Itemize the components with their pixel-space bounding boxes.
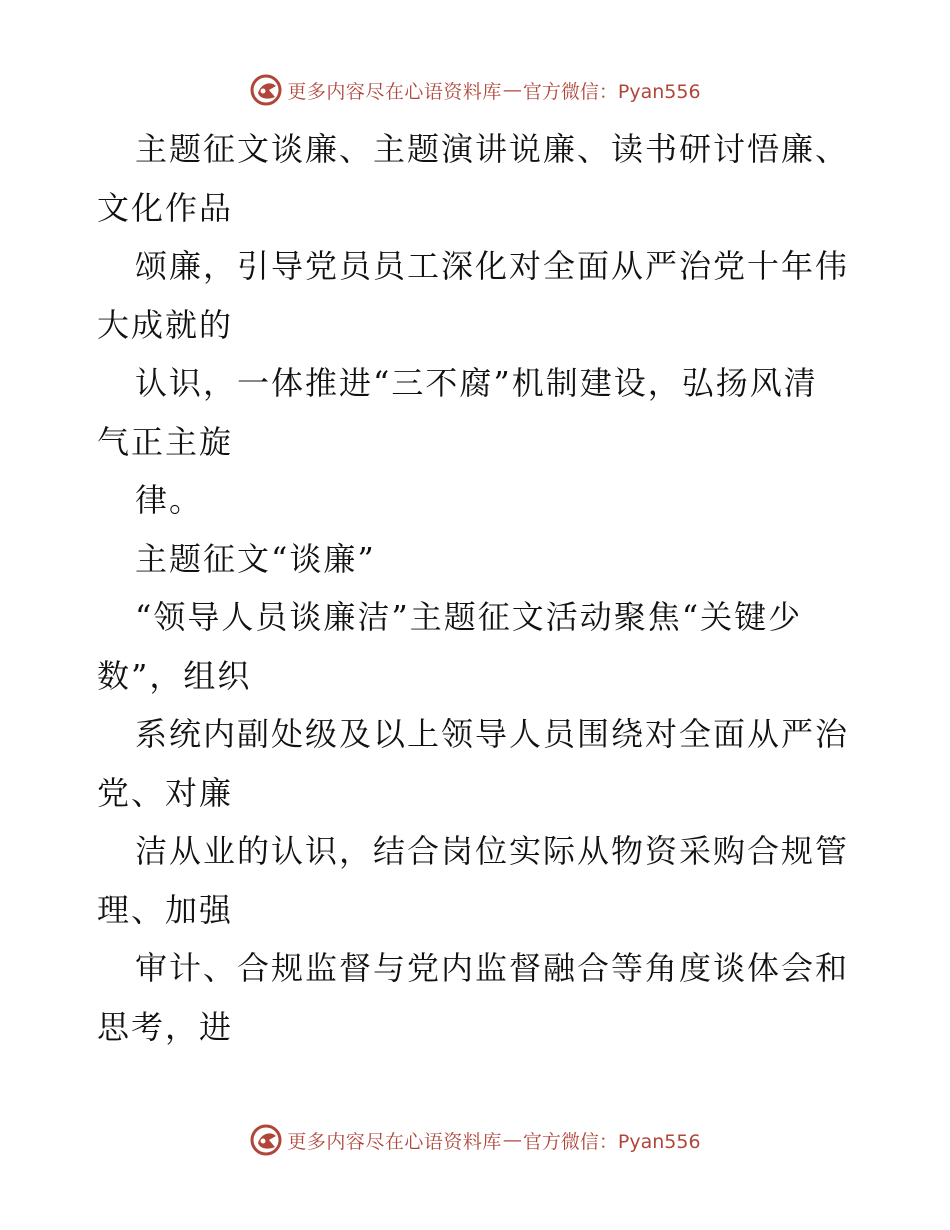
header-banner: [0, 70, 950, 110]
text-line: 认识，一体推进“三不腐”机制建设，弘扬风清: [135, 364, 818, 402]
banner-title: 更多内容尽在心语资料库: [287, 1130, 502, 1153]
text-line: 党、对廉: [97, 773, 234, 812]
banner-separator: —: [502, 1129, 522, 1151]
footer-banner: [0, 1120, 950, 1160]
text-line: 系统内副处级及以上领导人员围绕对全面从严治: [135, 715, 850, 753]
banner-separator: —: [502, 79, 522, 101]
logo-icon: [249, 1123, 283, 1157]
text-line: 主题征文谈廉、主题演讲说廉、读书研讨悟廉、: [135, 130, 850, 168]
banner-contact: 官方微信：Pyan556: [522, 80, 701, 103]
banner-title: 更多内容尽在心语资料库: [287, 80, 502, 103]
text-line: 数”，组织: [97, 656, 252, 695]
text-line: 颂廉，引导党员员工深化对全面从严治党十年伟: [135, 247, 850, 285]
banner-contact: 官方微信：Pyan556: [522, 1130, 701, 1153]
text-line: 理、加强: [97, 890, 234, 929]
text-line: 大成就的: [97, 305, 234, 344]
logo-icon: [249, 73, 283, 107]
text-line: “领导人员谈廉洁”主题征文活动聚焦“关键少: [135, 598, 803, 636]
text-line: 审计、合规监督与党内监督融合等角度谈体会和: [135, 949, 850, 987]
text-line: 洁从业的认识，结合岗位实际从物资采购合规管: [135, 832, 850, 870]
text-line: 思考，进: [97, 1007, 234, 1046]
text-line: 气正主旋: [97, 422, 234, 461]
document-body: [97, 120, 857, 1056]
text-line: 文化作品: [97, 188, 234, 227]
section-heading: 主题征文“谈廉”: [135, 539, 376, 578]
text-line: 律。: [135, 481, 204, 519]
